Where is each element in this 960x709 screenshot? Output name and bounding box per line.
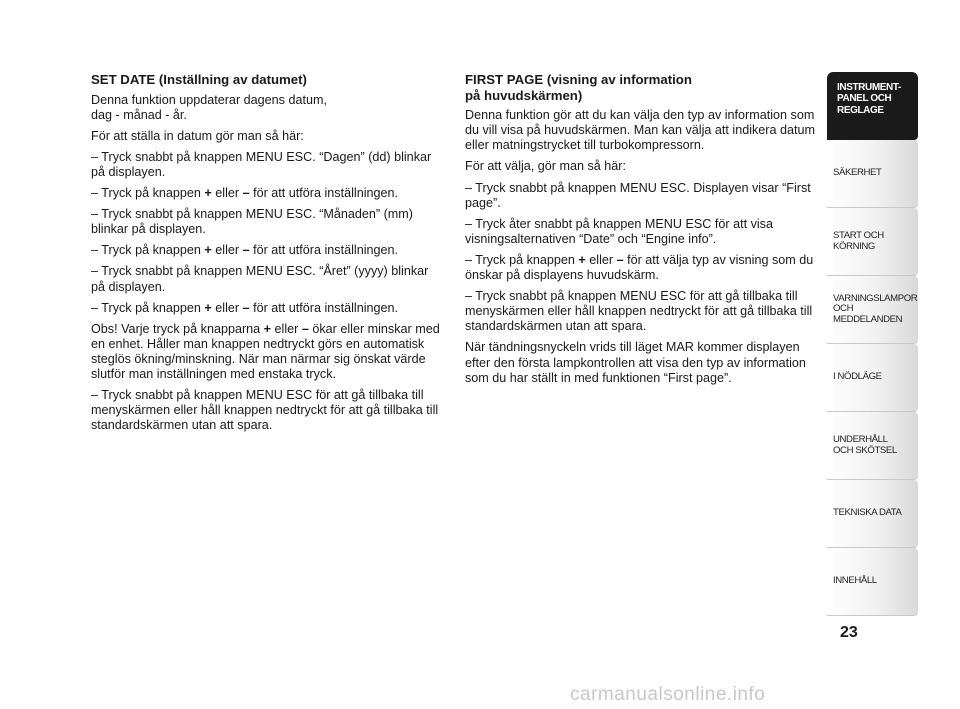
chapter-tabs: [827, 72, 918, 618]
tab-start-och-korning[interactable]: [827, 208, 918, 276]
tab-instrumentpanel[interactable]: [827, 72, 918, 140]
tab-underhall[interactable]: [827, 412, 918, 480]
tab-innehall[interactable]: [827, 548, 918, 616]
paragraph: – Tryck snabbt på knappen MENU ESC för att gå tillbaka till menyskärmen eller håll knappen nedtryckt för att gå tillbaka till standardskärmen utan att spara.: [465, 289, 813, 334]
paragraph: – Tryck snabbt på knappen MENU ESC. Displayen visar “First page”.: [465, 180, 811, 210]
tab-label: SÄKERHET: [833, 167, 882, 179]
tab-label: TEKNISKA DATA: [833, 507, 902, 519]
paragraph: – Tryck snabbt på knappen MENU ESC. “Månaden” (mm) blinkar på displayen.: [91, 207, 413, 237]
tab-varningslampor[interactable]: [827, 276, 918, 344]
tab-i-nodlage[interactable]: [827, 344, 918, 412]
paragraph: – Tryck snabbt på knappen MENU ESC. “Dagen” (dd) blinkar på displayen.: [91, 149, 432, 179]
paragraph: För att ställa in datum gör man så här:: [91, 128, 304, 143]
tab-label: INNEHÅLL: [833, 575, 877, 587]
tab-tekniska-data[interactable]: [827, 480, 918, 548]
left-column: [91, 72, 441, 439]
tab-sakerhet[interactable]: [827, 140, 918, 208]
paragraph: – Tryck på knappen + eller – för att utföra inställningen.: [91, 300, 399, 315]
paragraph: – Tryck på knappen + eller – för att utföra inställningen.: [91, 243, 399, 258]
paragraph: När tändningsnyckeln vrids till läget MAR kommer displayen efter den första lampkontrollen att visa den typ av information som du har ställt in med funktionen “First page”.: [465, 340, 806, 385]
section-heading-set-date: SET DATE (Inställning av datumet): [91, 72, 307, 87]
paragraph: För att välja, gör man så här:: [465, 159, 626, 174]
tab-label: START OCH KÖRNING: [833, 229, 884, 252]
paragraph: – Tryck åter snabbt på knappen MENU ESC för att visa visningsalternativen “Date” och “Engine info”.: [465, 216, 773, 246]
paragraph: – Tryck snabbt på knappen MENU ESC för att gå tillbaka till menyskärmen eller håll knappen nedtryckt för att gå tillbaka till standardskärmen utan att spara.: [91, 388, 439, 433]
paragraph: – Tryck på knappen + eller – för att välja typ av visning som du önskar på displayens huvudskärm.: [465, 252, 814, 283]
paragraph: Denna funktion gör att du kan välja den typ av information som du vill visa på huvudskärmen. Man kan välja att indikera datum eller matningstrycket till turbokompressorn.: [465, 108, 816, 153]
page-number: 23: [840, 624, 858, 641]
paragraph: – Tryck snabbt på knappen MENU ESC. “Året” (yyyy) blinkar på displayen.: [91, 264, 429, 294]
right-column: [465, 72, 820, 392]
tab-label: INSTRUMENT- PANEL OCH REGLAGE: [837, 82, 901, 116]
section-heading-first-page: FIRST PAGE (visning av information på huvudskärmen): [465, 72, 692, 103]
paragraph: – Tryck på knappen + eller – för att utföra inställningen.: [91, 186, 399, 201]
watermark: carmanualsonline.info: [570, 684, 766, 705]
tab-label: I NÖDLÄGE: [833, 371, 882, 383]
paragraph: Obs! Varje tryck på knapparna + eller – ökar eller minskar med en enhet. Håller man knappen nedtryckt görs en automatisk steglös ökning/minskning. När man närmar sig önskat värde slutför man inställningen med enstaka tryck.: [91, 321, 440, 381]
tab-label: VARNINGSLAMPOR OCH MEDDELANDEN: [833, 292, 918, 325]
tab-label: UNDERHÅLL OCH SKÖTSEL: [833, 433, 897, 456]
paragraph: Denna funktion uppdaterar dagens datum, dag - månad - år.: [91, 92, 327, 122]
